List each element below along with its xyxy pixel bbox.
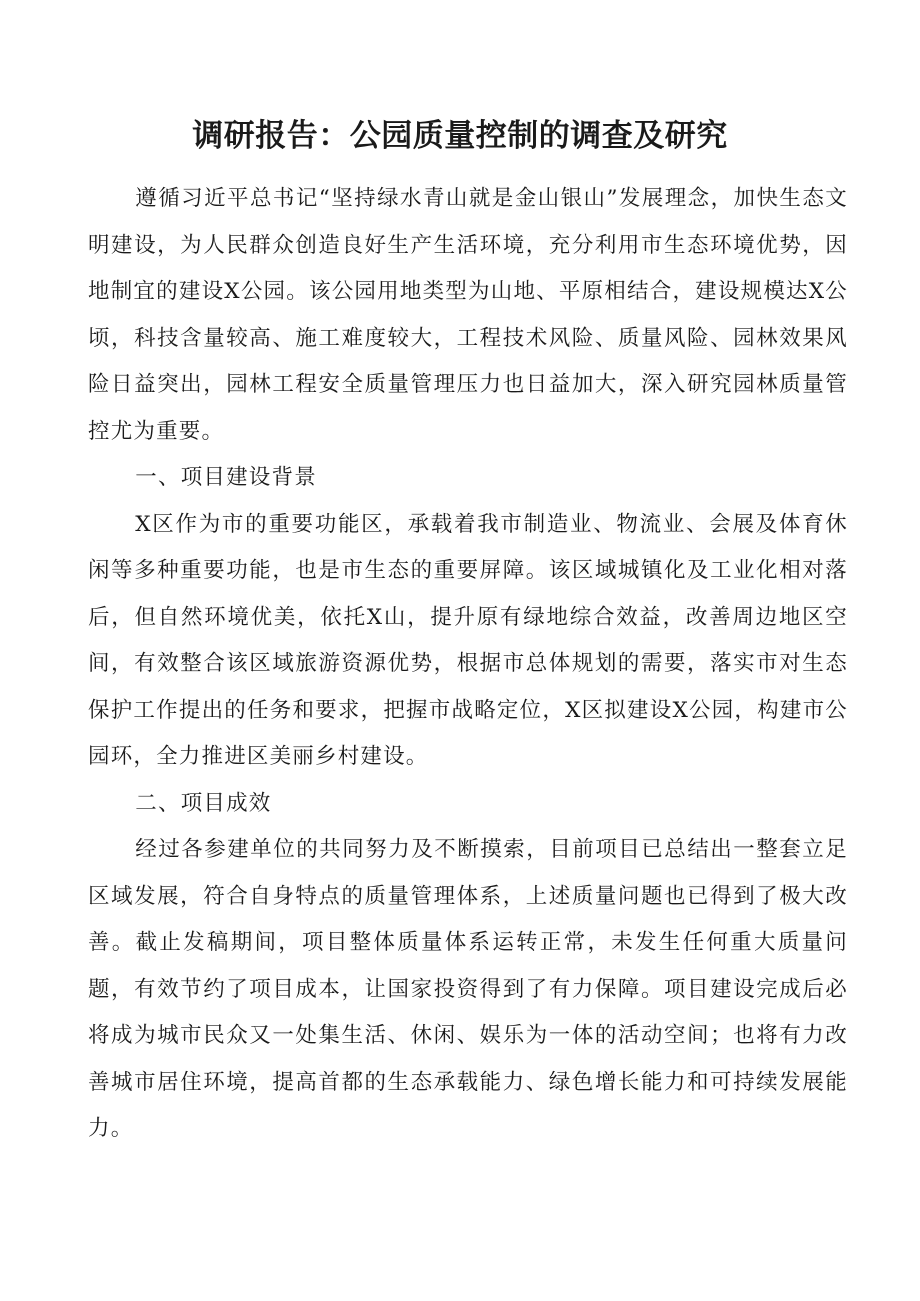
section-heading-background: 一、项目建设背景 [135,465,317,490]
document-body [88,176,848,1153]
document-title: 调研报告：公园质量控制的调查及研究 [192,118,728,154]
background-paragraph: X区作为市的重要功能区，承载着我市制造业、物流业、会展及体育休闲等多种重要功能，也是市生态的重要屏障。该区域城镇化及工业化相对落后，但自然环境优美，依托X山，提升原有绿地综合效益，改善周边地区空间，有效整合该区域旅游资源优势，根据市总体规划的需要，落实市对生态保护工作提出的任务和要求，把握市战略定位，X区拟建设X公园，构建市公园环，全力推进区美丽乡村建设。 [88,511,848,769]
section-heading-results: 二、项目成效 [135,790,272,816]
intro-paragraph: 遵循习近平总书记“坚持绿水青山就是金山银山”发展理念，加快生态文明建设，为人民群众创造良好生产生活环境，充分利用市生态环境优势，因地制宜的建设X公园。该公园用地类型为山地、平原相结合，建设规模达X公顷，科技含量较高、施工难度较大，工程技术风险、质量风险、园林效果风险日益突出，园林工程安全质量管理压力也日益加大，深入研究园林质量管控尤为重要。 [88,186,848,444]
results-paragraph: 经过各参建单位的共同努力及不断摸索，目前项目已总结出一整套立足区域发展，符合自身特点的质量管理体系，上述质量问题也已得到了极大改善。截止发稿期间，项目整体质量体系运转正常，未发生任何重大质量问题，有效节约了项目成本，让国家投资得到了有力保障。项目建设完成后必将成为城市民众又一处集生活、休闲、娱乐为一体的活动空间；也将有力改善城市居住环境，提高首都的生态承载能力、绿色增长能力和可持续发展能力。 [88,837,848,1141]
